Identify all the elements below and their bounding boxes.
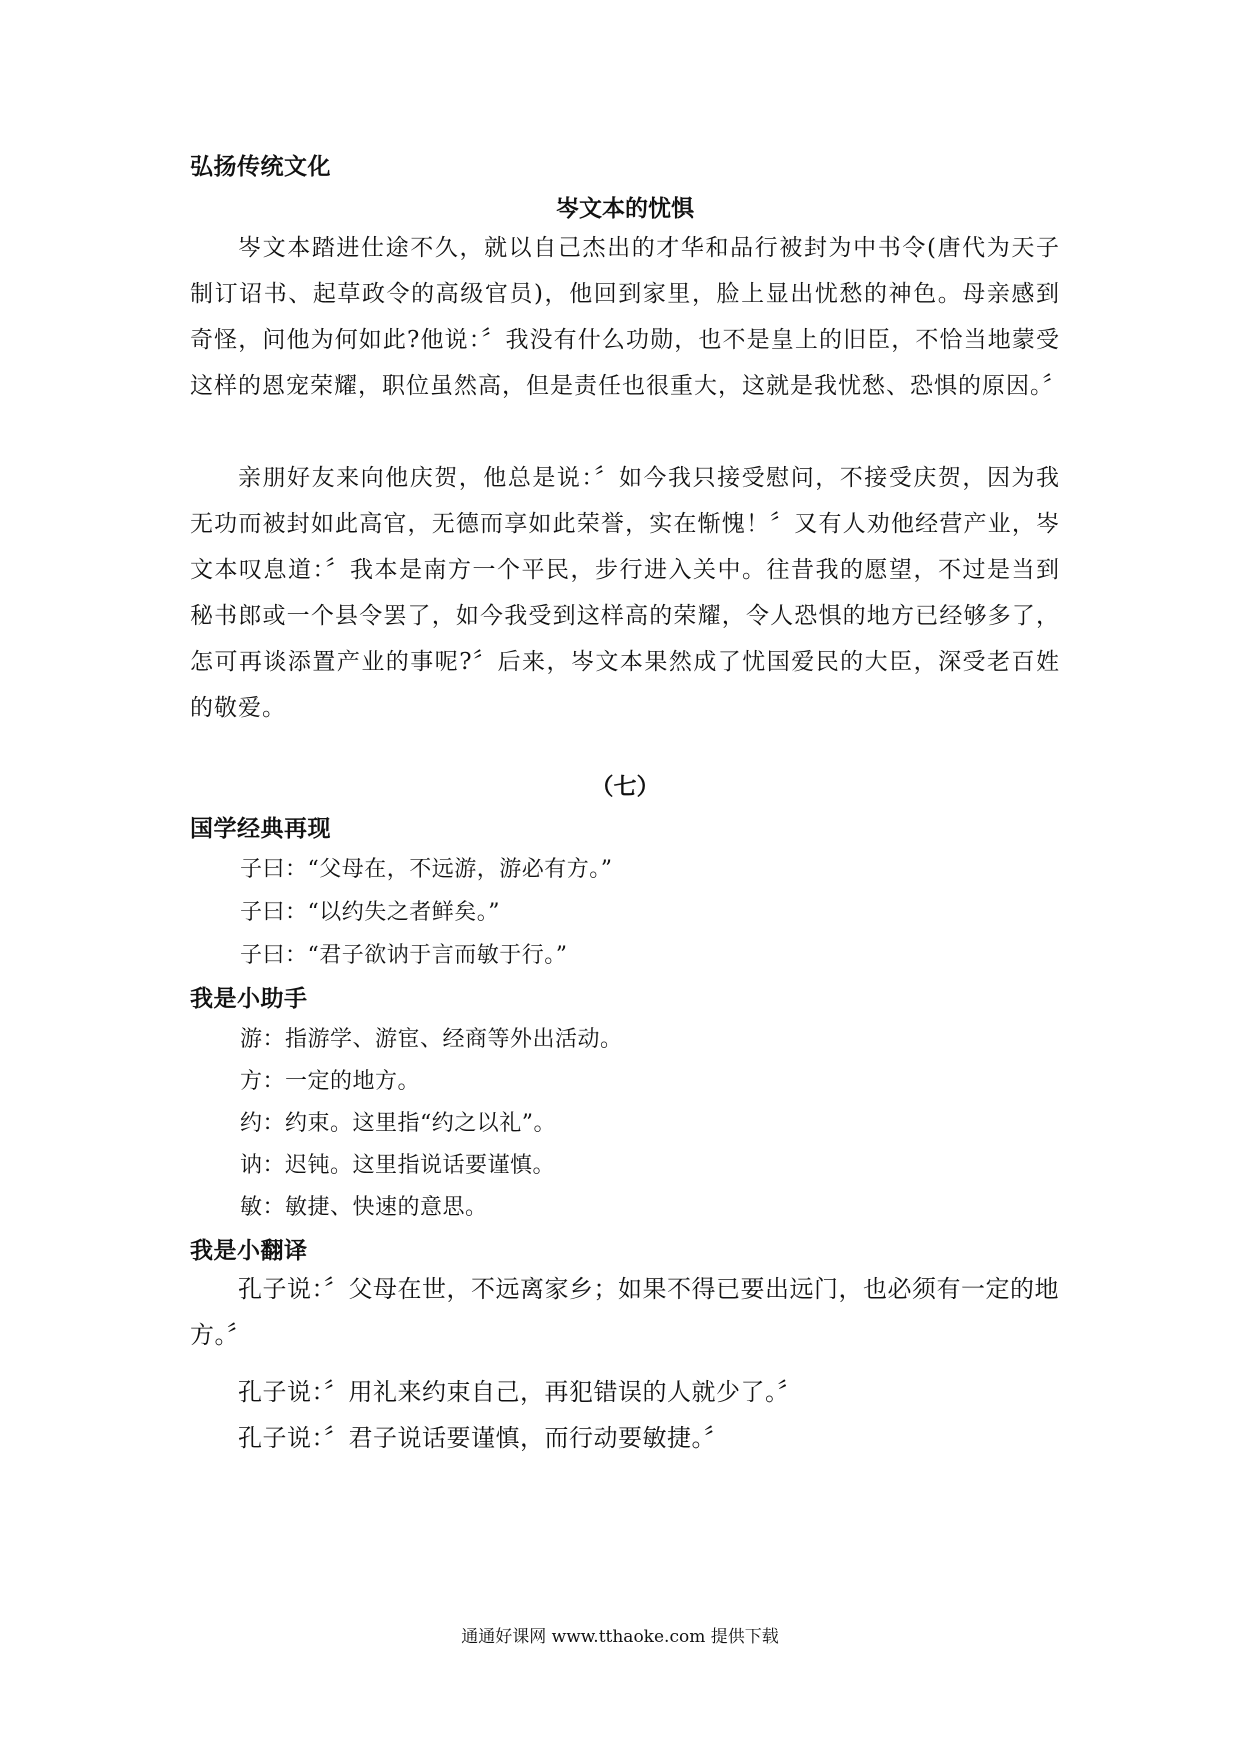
footer-source: 通通好课网 www.tthaoke.com 提供下载 xyxy=(461,1627,779,1647)
classic-quote-3: 子曰：“君子欲讷于言而敏于行。” xyxy=(240,943,568,968)
classic-quote-2: 子曰：“以约失之者鲜矣。” xyxy=(240,900,500,925)
article-paragraph-2: 亲朋好友来向他庆贺，他总是说：〞如今我只接受慰问，不接受庆贺，因为我无功而被封如此高官，无德而享如此荣誉，实在惭愧！〞又有人劝他经营产业，岑文本叹息道：〞我本是南方一个平民，步行进入关中。往昔我的愿望，不过是当到秘书郎或一个县令罢了，如今我受到这样高的荣耀，令人恐惧的地方已经够多了，怎可再谈添置产业的事呢?〞后来，岑文本果然成了忧国爱民的大臣，深受老百姓的敬爱。 xyxy=(190,465,1060,721)
article-paragraph-1: 岑文本踏进仕途不久，就以自己杰出的才华和品行被封为中书令(唐代为天子制订诏书、起草政令的高级官员)，他回到家里，脸上显出忧愁的神色。母亲感到奇怪，问他为何如此?他说：〞我没有什么功勋，也不是皇上的旧臣，不恰当地蒙受这样的恩宠荣耀，职位虽然高，但是责任也很重大，这就是我忧愁、恐惧的原因。〞 xyxy=(190,235,1067,399)
section-heading-classics: 国学经典再现 xyxy=(190,816,331,842)
translation-2: 孔子说：〞用礼来约束自己，再犯错误的人就少了。〞 xyxy=(238,1378,802,1406)
classic-quote-1: 子曰：“父母在，不远游，游必有方。” xyxy=(240,857,613,882)
article-title: 岑文本的忧惧 xyxy=(556,196,694,222)
section-heading-helper: 我是小助手 xyxy=(190,986,308,1012)
section-heading-culture: 弘扬传统文化 xyxy=(190,154,331,180)
helper-note-3: 约：约束。这里指“约之以礼”。 xyxy=(240,1111,556,1136)
translation-3: 孔子说：〞君子说话要谨慎，而行动要敏捷。〞 xyxy=(238,1424,729,1452)
chapter-number: （七） xyxy=(590,774,660,800)
section-heading-translate: 我是小翻译 xyxy=(190,1238,308,1264)
helper-note-5: 敏：敏捷、快速的意思。 xyxy=(240,1195,488,1220)
translation-1: 孔子说：〞父母在世，不远离家乡；如果不得已要出远门，也必须有一定的地方。〞 xyxy=(190,1275,1059,1349)
helper-note-1: 游：指游学、游宦、经商等外出活动。 xyxy=(240,1027,623,1052)
helper-note-4: 讷：迟钝。这里指说话要谨慎。 xyxy=(240,1153,556,1178)
helper-note-2: 方：一定的地方。 xyxy=(240,1069,421,1094)
